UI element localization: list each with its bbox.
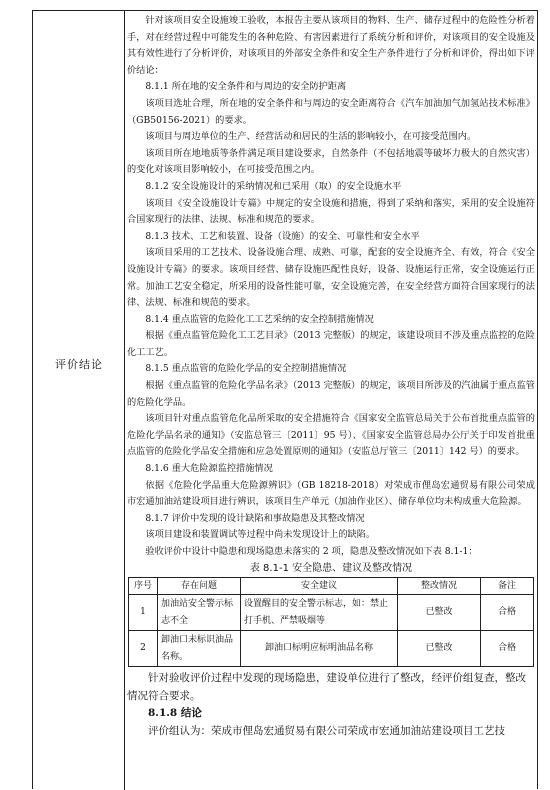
cell-suggestion: 卸油口标明应标明油品名称 <box>241 631 398 667</box>
table-row <box>129 595 534 631</box>
col-header-suggestion: 安全建议 <box>241 577 398 595</box>
paragraph: 该项目与周边单位的生产、经营活动和居民的生活的影响较小，在可接受范围内。 <box>145 131 477 143</box>
table-header-row <box>129 577 534 595</box>
paragraph: 该项目《安全设施设计专篇》中规定的安全设施和措施，得到了采纳和落实，采用的安全设施符合国家现行的法律、法规、标准和规范的要求。 <box>127 197 535 226</box>
paragraph: 该项目建设和装置调试等过程中尚未发现设计上的缺陷。 <box>145 529 376 541</box>
section-heading: 8.1.6 重大危险源监控措施情况 <box>145 463 273 475</box>
col-header-status: 整改情况 <box>398 577 481 595</box>
cell-problem: 卸油口未标识油品名称。 <box>158 631 241 667</box>
col-header-problem: 存在问题 <box>158 577 241 595</box>
conclusion-content <box>127 13 535 740</box>
cell-problem: 加油站安全警示标志不全 <box>158 595 241 631</box>
col-header-index: 序号 <box>129 577 158 595</box>
cell-remark: 合格 <box>481 595 534 631</box>
conclusion-paragraphs <box>127 13 535 561</box>
evaluation-table <box>32 10 538 789</box>
hazard-table <box>128 577 534 668</box>
section-heading: 8.1.4 重点监管的危险化工工艺采纳的安全控制措施情况 <box>145 313 374 325</box>
cell-status: 已整改 <box>398 631 481 667</box>
cell-suggestion: 设置醒目的安全警示标志，如：禁止打手机、严禁吸烟等 <box>241 595 398 631</box>
cell-index: 2 <box>129 631 158 667</box>
paragraph: 该项目采用的工艺技术、设备设施合理、成熟、可靠，配套的安全设施齐全、有效，符合《安全设施设计专篇》的要求。该项目经营、储存设施匹配性良好，设备、设施运行正常，安全设施运行正常。加油工艺安全稳定，所采用的设备性能可靠，安全设施完善，在安全经营方面符合国家现行的法律、法规、标准和规范的要求。 <box>127 247 535 309</box>
paragraph: 验收评价中设计中隐患和现场隐患未落实的 2 项，隐患及整改情况如下表 8.1-1： <box>145 546 478 557</box>
section-heading: 8.1.5 重点监管的危险化学品的安全控制措施情况 <box>145 363 347 375</box>
paragraph: 该项目选址合理，所在地的安全条件和与周边的安全距离符合《汽车加油加气加氢站技术标准》（GB50156-2021）的要求。 <box>127 97 535 126</box>
paragraph: 依据《危险化学品重大危险源辨识》（GB 18218-2018）对荣成市俚岛宏通贸易有限公司荣成市宏通加油站建设项目进行辨识，该项目生产单元（加油作业区）、储存单位均未构成重大危险源。 <box>127 479 535 508</box>
document-page <box>10 10 538 789</box>
table-row <box>129 631 534 667</box>
label-column <box>33 11 125 790</box>
section-heading: 8.1.3 技术、工艺和装置、设备（设施）的安全、可靠性和安全水平 <box>145 230 420 242</box>
paragraph: 该项目针对重点监管危化品所采取的安全措施符合《国家安全监管总局关于公布首批重点监管的危险化学品名录的通知》（安监总管三〔2011〕95 号）、《国家安全监管总局办公厅关于印发首批重点监管的危险化学品安全措施和应急处置原则的通知》（安监总厅管三〔2011〕142 号）的要求。 <box>127 413 535 458</box>
section-heading: 8.1.2 安全设施设计的采纳情况和已采用（取）的安全设施水平 <box>145 180 402 192</box>
col-header-remark: 备注 <box>481 577 534 595</box>
section-heading: 8.1.1 所在地的安全条件和与周边的安全防护距离 <box>145 81 347 93</box>
cell-status: 已整改 <box>398 595 481 631</box>
closing-paragraphs <box>127 670 535 740</box>
paragraph: 评价组认为：荣成市俚岛宏通贸易有限公司荣成市宏通加油站建设项目工艺技 <box>148 724 505 737</box>
row-label: 评价结论 <box>55 358 103 371</box>
section-heading: 8.1.7 评价中发现的设计缺陷和事故隐患及其整改情况 <box>145 512 365 524</box>
paragraph: 根据《重点监管的危险化学品名录》（2013 完整版）的规定，该项目所涉及的汽油属于重点监管的危险化学品。 <box>127 380 535 408</box>
paragraph: 该项目所在地地质等条件满足项目建设要求，自然条件（不包括地震等破坏力极大的自然灾害）的变化对该项目影响较小，在可接受范围之内。 <box>127 147 535 176</box>
section-heading: 8.1.8 结论 <box>148 707 202 720</box>
cell-remark: 合格 <box>481 631 534 667</box>
cell-index: 1 <box>129 595 158 631</box>
paragraph: 针对该项目安全设施竣工验收，本报告主要从该项目的物料、生产、储存过程中的危险性分析着手，对在经营过程中可能发生的各种危险、有害因素进行了系统分析和评价，对该项目的安全设施及其有效性进行了分析评价，对该项目的外部安全条件和安全生产条件进行了分析和评价，得出如下评价结论： <box>127 15 535 76</box>
paragraph: 针对验收评价过程中发现的现场隐患，建设单位进行了整改，经评价组复查，整改情况符合要求。 <box>127 672 526 702</box>
table-caption: 表 8.1-1 安全隐患、建议及整改情况 <box>249 562 413 574</box>
paragraph: 根据《重点监管危险化工工艺目录》（2013 完整版）的规定，该建设项目不涉及重点监控的危险化工工艺。 <box>127 330 535 358</box>
